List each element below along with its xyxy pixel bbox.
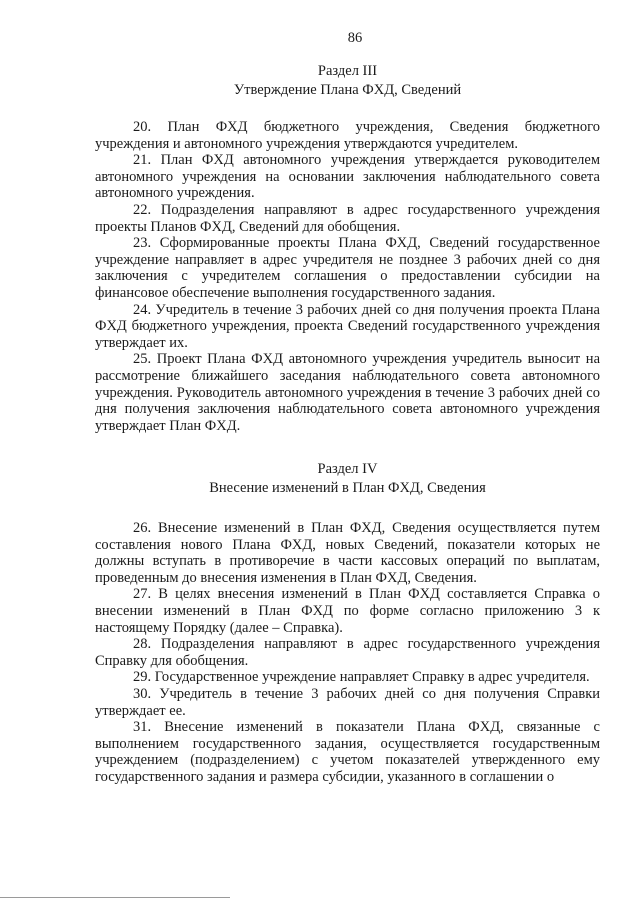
paragraph-21: 21. План ФХД автономного учреждения утверждается руководителем автономного учреждения на основании заключения наблюдательного совета автономного учреждения.	[95, 152, 600, 202]
section-3-paragraphs	[95, 119, 600, 434]
paragraph-28: 28. Подразделения направляют в адрес государственного учреждения Справку для обобщения.	[95, 636, 600, 669]
section-4-paragraphs	[95, 520, 600, 786]
paragraph-27: 27. В целях внесения изменений в План ФХД составляется Справка о внесении изменений в План ФХД по форме согласно приложению 3 к настоящему Порядку (далее – Справка).	[95, 586, 600, 636]
page-number: 86	[347, 30, 363, 46]
paragraph-29: 29. Государственное учреждение направляет Справку в адрес учредителя.	[133, 669, 590, 686]
paragraph-23: 23. Сформированные проекты Плана ФХД, Сведений государственное учреждение направляет в адрес учредителя не позднее 3 рабочих дней со дня заключения с учредителем соглашения о предоставлении субсидии на финансовое обеспечение выполнения государственного задания.	[95, 235, 600, 301]
section-3	[95, 62, 600, 434]
section-4-subtitle: Внесение изменений в План ФХД, Сведения	[209, 480, 486, 496]
paragraph-22: 22. Подразделения направляют в адрес государственного учреждения проекты Планов ФХД, Сведений для обобщения.	[95, 201, 600, 235]
section-4-title: Раздел IV	[317, 461, 378, 477]
paragraph-20: 20. План ФХД бюджетного учреждения, Сведения бюджетного учреждения и автономного учреждения утверждаются учредителем.	[95, 119, 600, 152]
paragraph-25: 25. Проект Плана ФХД автономного учреждения учредитель выносит на рассмотрение ближайшего заседания наблюдательного совета автономного учреждения. Руководитель автономного учреждения в течение 3 рабочих дней со дня получения заключения наблюдательного совета автономного учреждения утверждает План ФХД.	[95, 351, 600, 434]
paragraph-31: 31. Внесение изменений в показатели Плана ФХД, связанные с выполнением государственного задания, осуществляется государственным учреждением (подразделением) с учетом показателей утвержденного ему государственного задания и размера субсидии, указанного в соглашении о	[95, 719, 600, 785]
paragraph-30: 30. Учредитель в течение 3 рабочих дней со дня получения Справки утверждает ее.	[95, 685, 600, 719]
section-3-subtitle: Утверждение Плана ФХД, Сведений	[233, 82, 462, 98]
scan-edge-line	[0, 897, 230, 898]
section-3-title: Раздел III	[317, 63, 378, 79]
paragraph-26: 26. Внесение изменений в План ФХД, Сведения осуществляется путем составления нового Плана ФХД, новых Сведений, показатели которых не должны вступать в противоречие в части кассовых операций по выплатам, проведенным до внесения изменения в План ФХД, Сведения.	[95, 520, 600, 586]
paragraph-24: 24. Учредитель в течение 3 рабочих дней со дня получения проекта Плана ФХД бюджетного учреждения, проекта Сведений государственного учреждения утверждает их.	[95, 301, 600, 351]
section-4	[95, 460, 600, 786]
